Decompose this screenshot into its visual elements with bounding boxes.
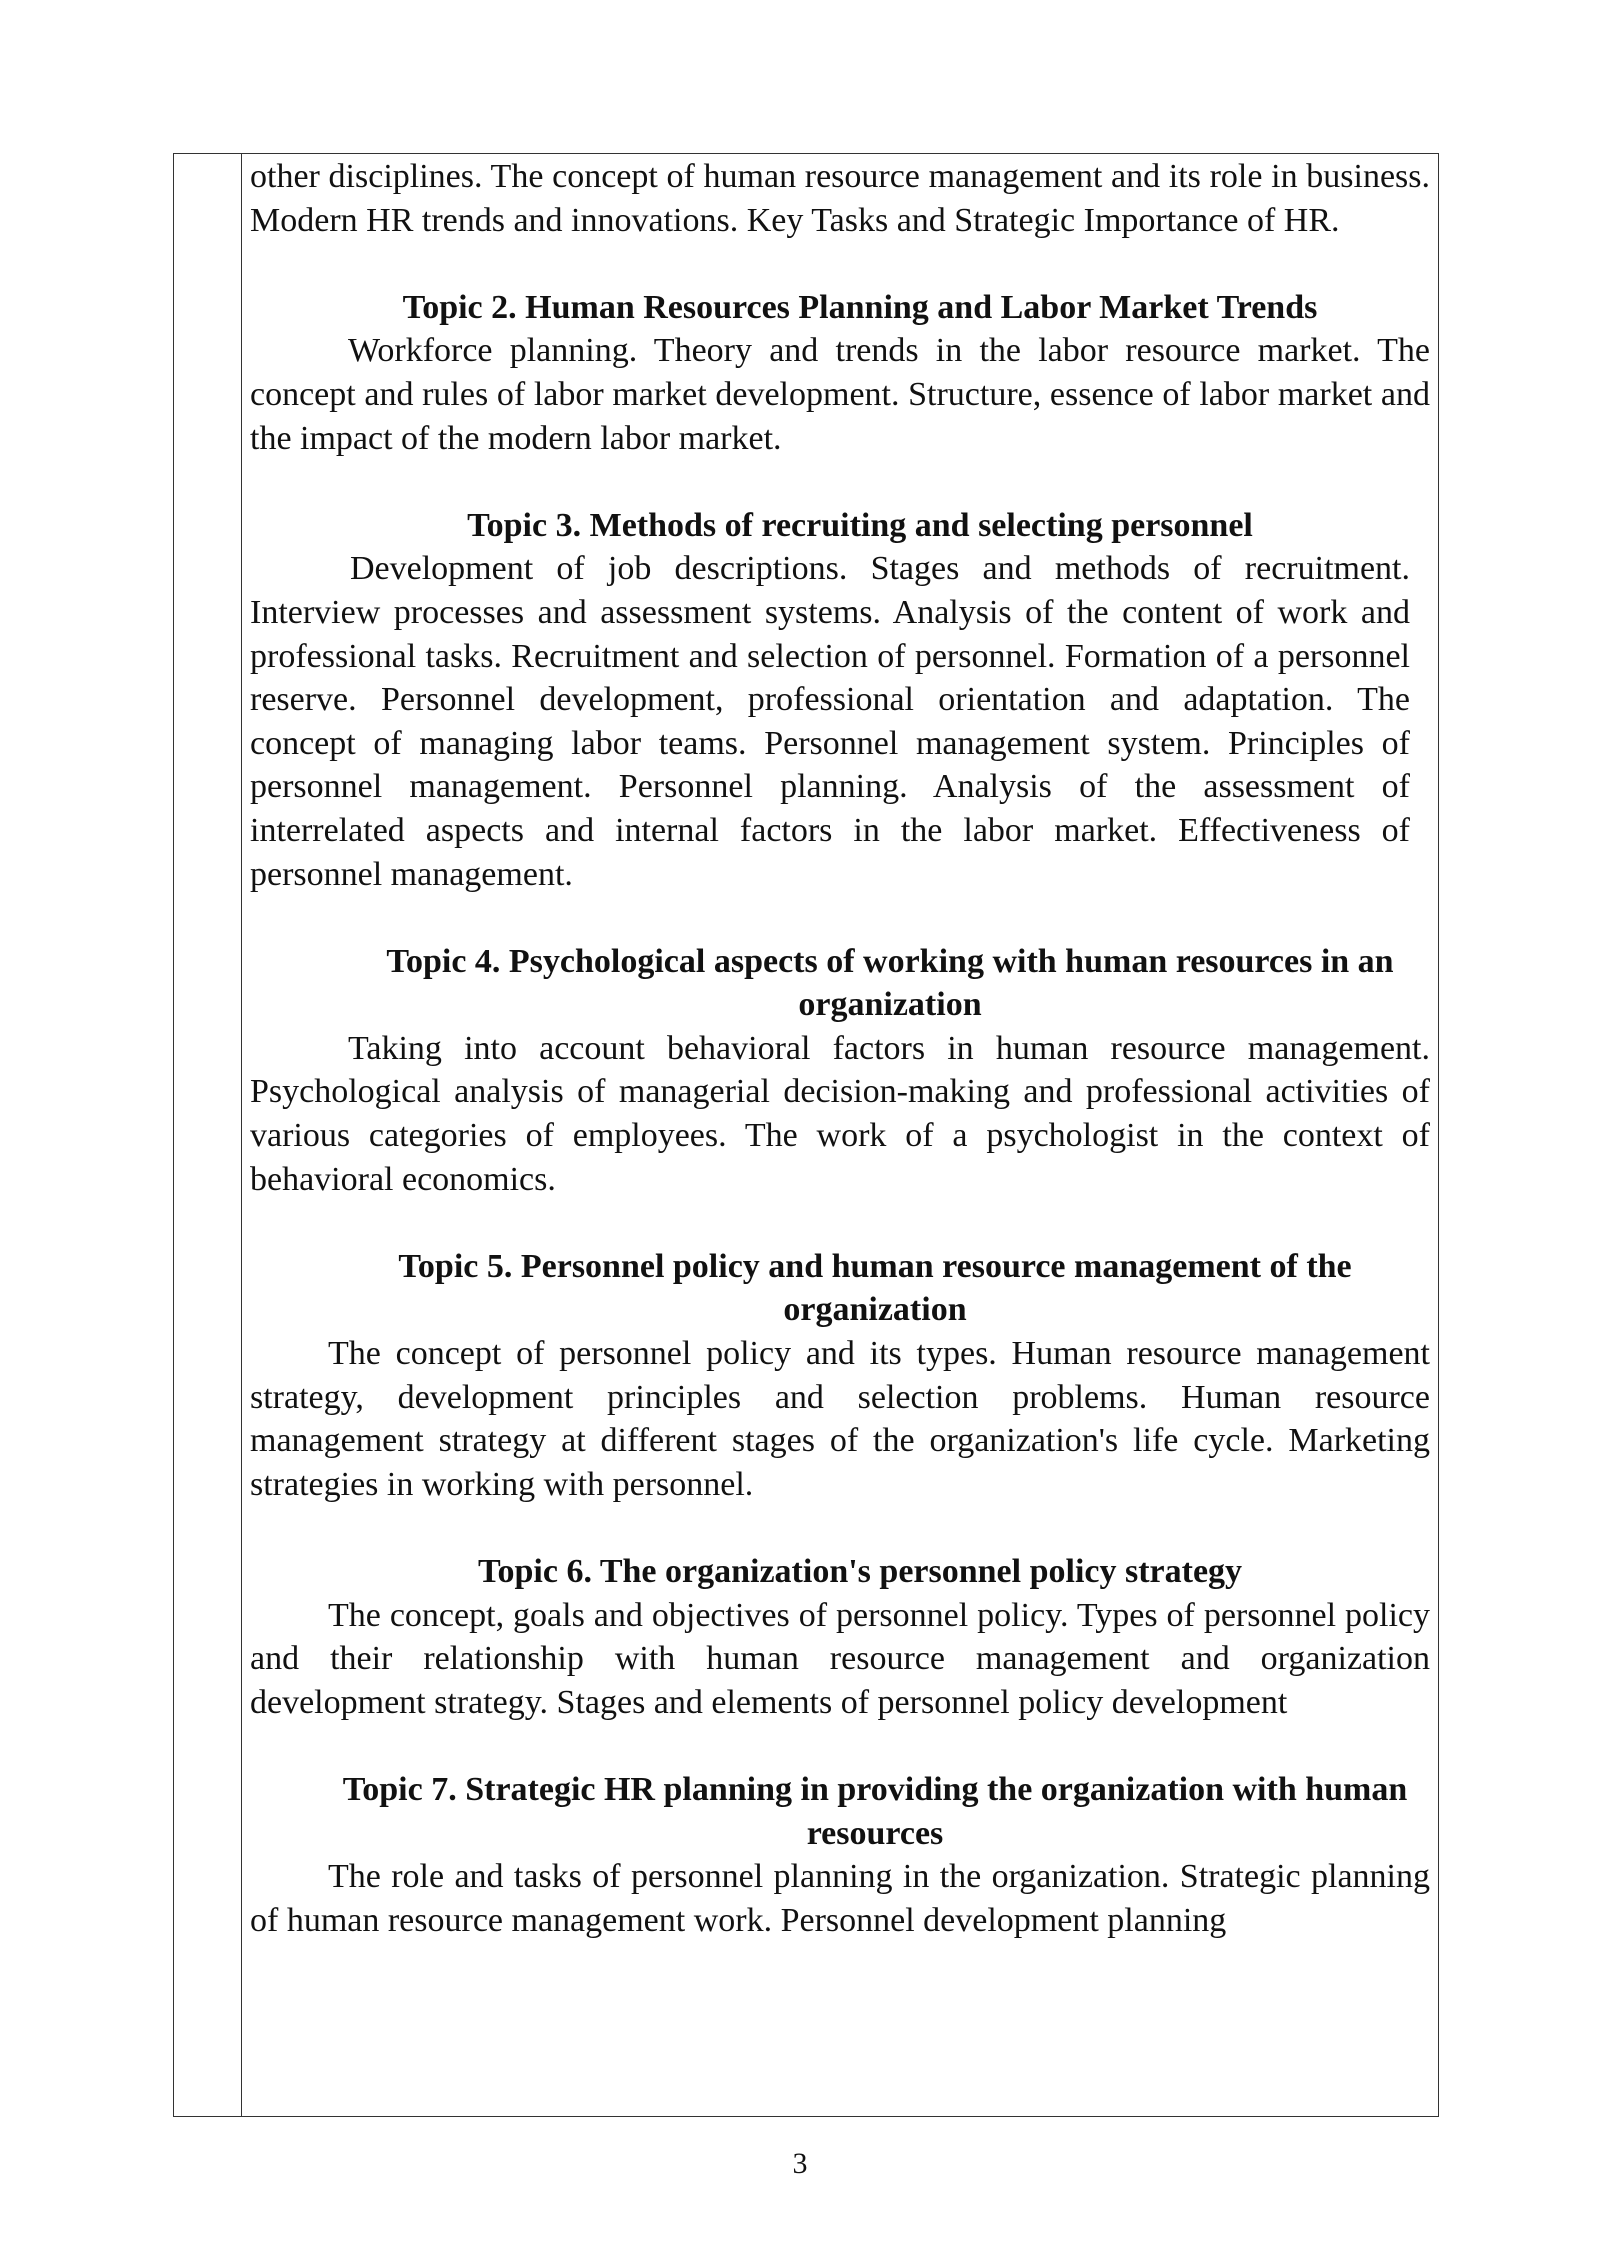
topic-body: Taking into account behavioral factors in human resource management. Psychological analysis of managerial decision-making and professional activities of various categories of employees. The work of a psychologist in the context of behavioral economics.: [250, 1029, 1430, 1198]
topic-body: Development of job descriptions. Stages and methods of recruitment. Interview processes and assessment systems. Analysis of the content of work and professional tasks. Recruitment and selection of personnel. Formation of a personnel reserve. Personnel development, professional orientation and adaptation. The concept of managing labor teams. Personnel management system. Principles of personnel management. Personnel planning. Analysis of the assessment of interrelated aspects and internal factors in the labor market. Effectiveness of personnel management.: [250, 550, 1410, 893]
topic-6: [250, 1550, 1430, 1724]
spacer: [250, 1506, 1430, 1550]
topic-body: The concept, goals and objectives of personnel policy. Types of personnel policy and their relationship with human resource management and organization development strategy. Stages and elements of personnel policy development: [250, 1596, 1430, 1721]
topic-body: Workforce planning. Theory and trends in the labor resource market. The concept and rules of labor market development. Structure, essence of labor market and the impact of the modern labor market.: [250, 332, 1430, 457]
topic-7: [250, 1768, 1430, 1942]
topic-title: Topic 6. The organization's personnel policy strategy: [477, 1553, 1243, 1590]
topic-3: [250, 504, 1430, 896]
topic-body: The concept of personnel policy and its types. Human resource management strategy, development principles and selection problems. Human resource management strategy at different stages of the organization's life cycle. Marketing strategies in working with personnel.: [250, 1335, 1430, 1503]
intro-paragraph: other disciplines. The concept of human resource management and its role in business. Modern HR trends and innovations. Key Tasks and Strategic Importance of HR.: [250, 158, 1430, 239]
spacer: [250, 1201, 1430, 1245]
topic-2: [250, 286, 1430, 460]
topic-body: The role and tasks of personnel planning in the organization. Strategic planning of human resource management work. Personnel development planning: [250, 1858, 1430, 1939]
page-number: 3: [792, 2147, 808, 2180]
spacer: [250, 896, 1430, 940]
table-content-cell: [250, 155, 1430, 1942]
spacer: [250, 460, 1430, 504]
spacer: [250, 242, 1430, 286]
topic-title: Topic 3. Methods of recruiting and selecting personnel: [467, 506, 1253, 544]
table-left-column: [174, 154, 242, 2116]
topic-title: Topic 7. Strategic HR planning in providing the organization with human resources: [342, 1770, 1408, 1852]
topic-title: Topic 2. Human Resources Planning and Labor Market Trends: [402, 288, 1318, 326]
spacer: [250, 1724, 1430, 1768]
topic-title: Topic 4. Psychological aspects of working with human resources in an organization: [386, 942, 1394, 1024]
topic-5: [250, 1245, 1430, 1507]
topic-title: Topic 5. Personnel policy and human resource management of the organization: [398, 1247, 1352, 1329]
topic-4: [250, 940, 1430, 1202]
